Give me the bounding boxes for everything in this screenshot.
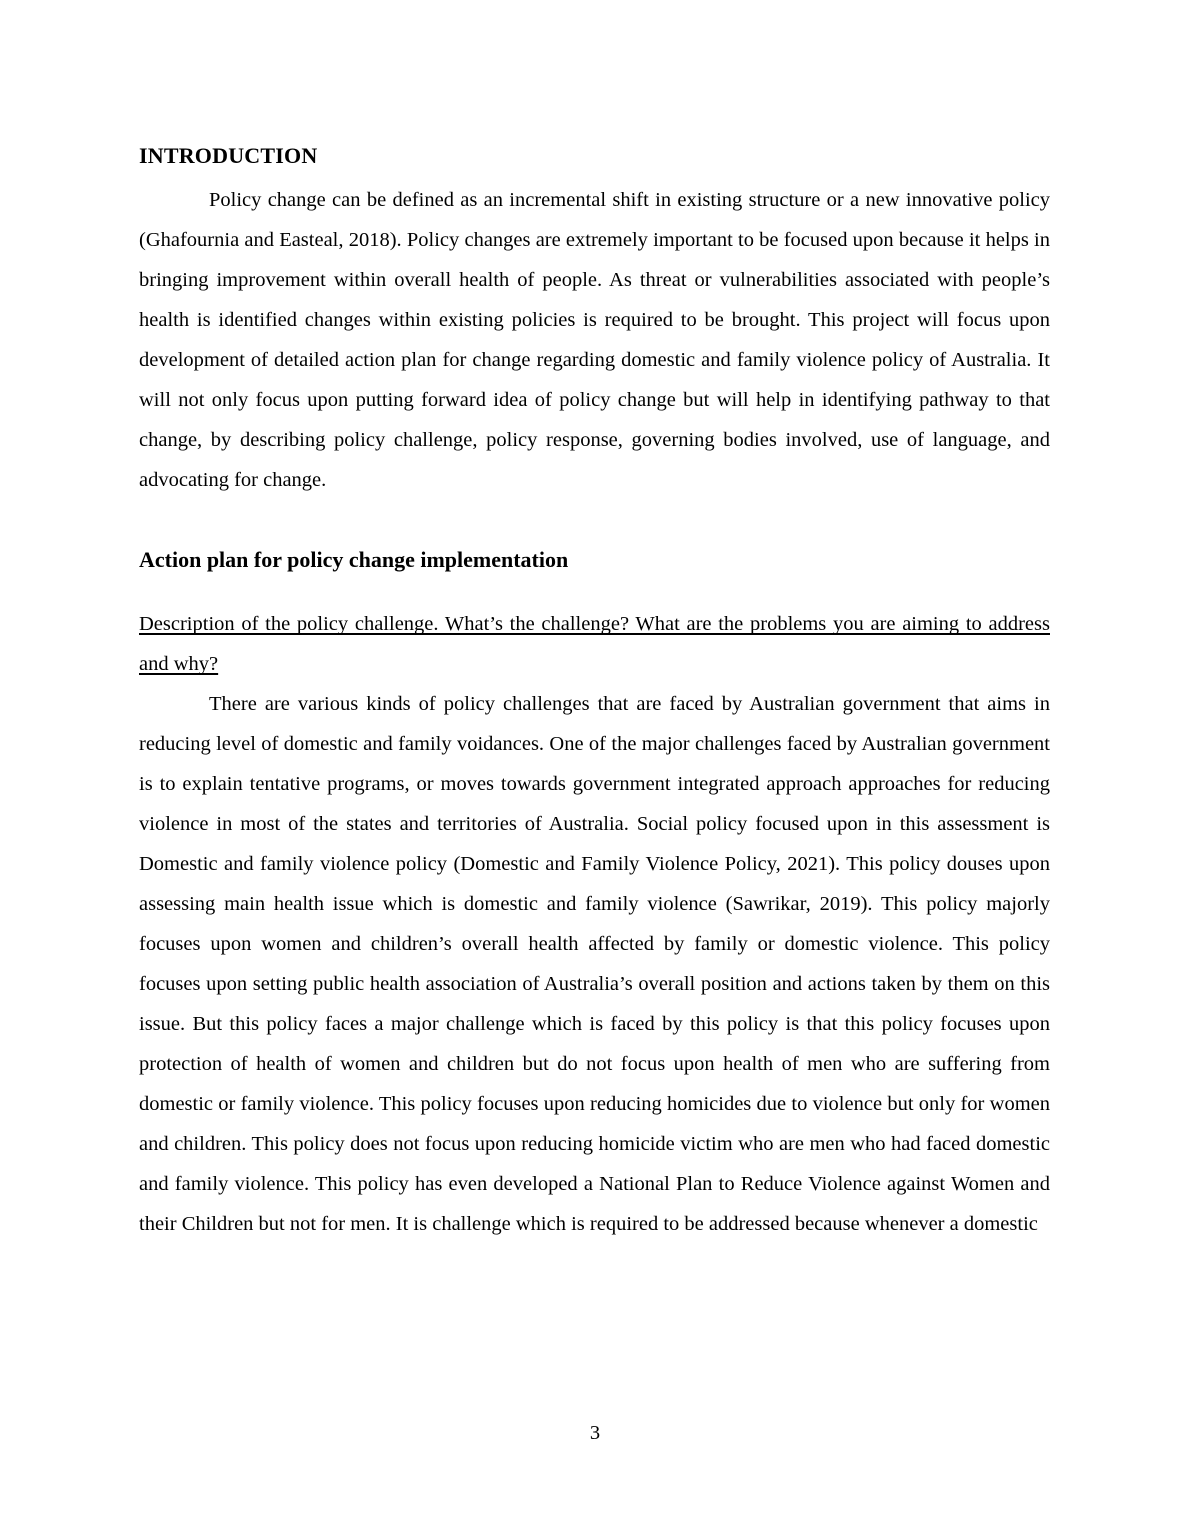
section-heading-introduction: INTRODUCTION <box>139 143 318 168</box>
page-number: 3 <box>589 1422 601 1444</box>
paragraph-policy-challenge: There are various kinds of policy challenges that are faced by Australian government that aims in reducing level of domestic and family voidances. One of the major challenges faced by Australian government is to explain tentative programs, or moves towards government integrated approach approaches for reducing violence in most of the states and territories of Australia. Social policy focused upon in this assessment is Domestic and family violence policy (Domestic and Family Violence Policy, 2021). This policy douses upon assessing main health issue which is domestic and family violence (Sawrikar, 2019). This policy majorly focuses upon women and children’s overall health affected by family or domestic violence. This policy focuses upon setting public health association of Australia’s overall position and actions taken by them on this issue. But this policy faces a major challenge which is faced by this policy is that this policy focuses upon protection of health of women and children but do not focus upon health of men who are suffering from domestic or family violence. This policy focuses upon reducing homicides due to violence but only for women and children. This policy does not focus upon reducing homicide victim who are men who had faced domestic and family violence. This policy has even developed a National Plan to Reduce Violence against Women and their Children but not for men. It is challenge which is required to be addressed because whenever a domestic <box>139 693 1050 1235</box>
document-body <box>139 136 1050 1244</box>
subheading-policy-challenge: Description of the policy challenge. What’s the challenge? What are the problems you are aiming to address and why? <box>139 613 1050 675</box>
heading-spacer <box>139 584 1050 604</box>
paragraph-introduction: Policy change can be defined as an incremental shift in existing structure or a new innovative policy (Ghafournia and Easteal, 2018). Policy changes are extremely important to be focused upon because it helps in bringing improvement within overall health of people. As threat or vulnerabilities associated with people’s health is identified changes within existing policies is required to be brought. This project will focus upon development of detailed action plan for change regarding domestic and family violence policy of Australia. It will not only focus upon putting forward idea of policy change but will help in identifying pathway to that change, by describing policy challenge, policy response, governing bodies involved, use of language, and advocating for change. <box>139 189 1050 491</box>
paragraph-spacer <box>139 500 1050 540</box>
section-heading-action-plan: Action plan for policy change implementation <box>139 547 569 572</box>
